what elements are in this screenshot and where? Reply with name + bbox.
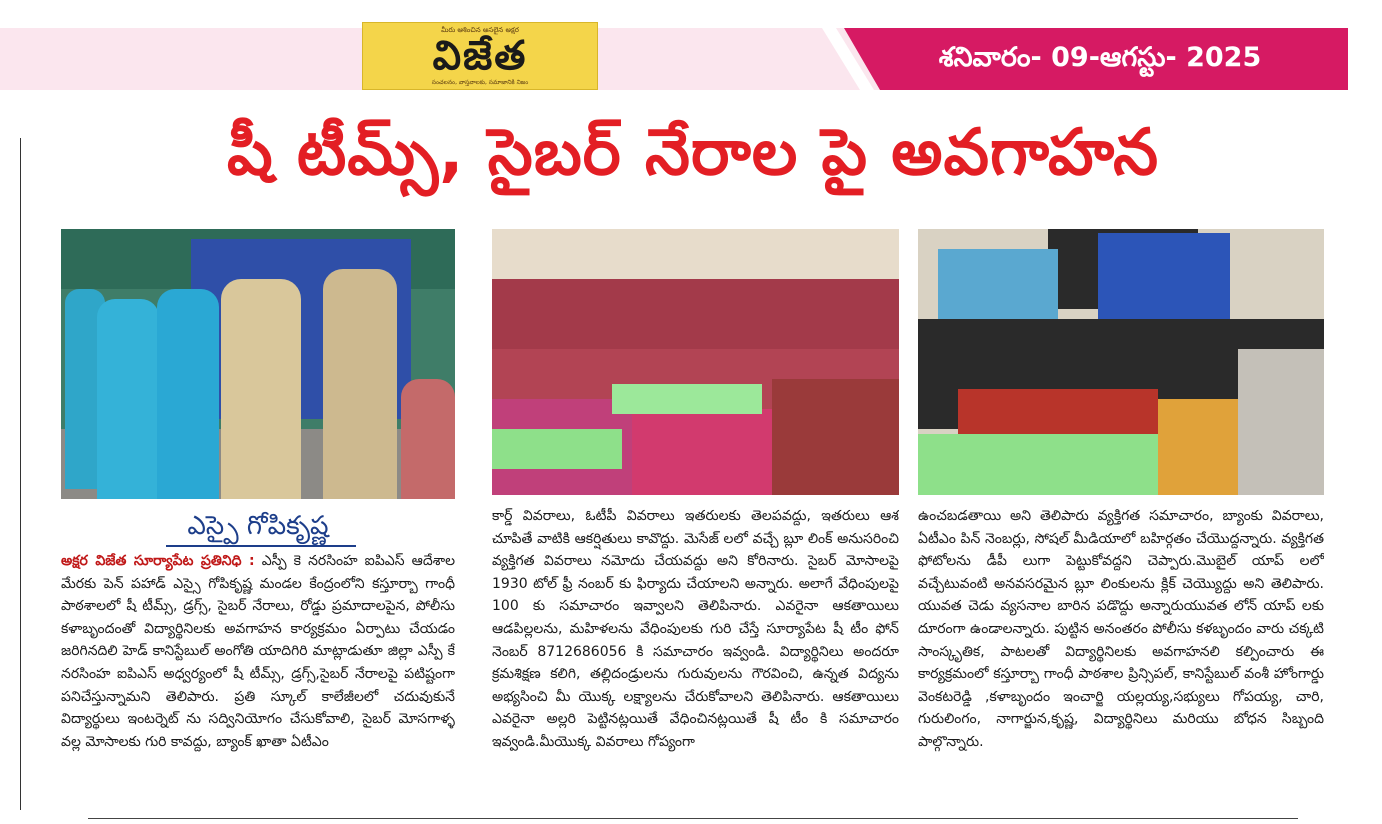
- column-1-text: ఎస్పీ కె నరసింహ ఐపిఎస్ ఆదేశాల మేరకు పెన్ పహాడ్ ఎస్సై గోపికృష్ణ మండల కేంద్రంలోని కస్తూర్బా గాంధీ పాఠశాలలో షీ టీమ్స్, డ్రగ్స్, సైబర్ నేరాలు, రోడ్డు ప్రమాదాలపైన, పోలీసు కళాబృందంతో విద్యార్థినిలకు అవగాహన కార్యక్రమం ఏర్పాటు చేయడం జరిగినదిలి హెడ్ కానిస్టేబుల్ అంగోతి యాదిగిరి మాట్లాడుతూ జిల్లా ఎస్పీ కే నరసింహ ఐపిఎస్ అధ్వర్యంలో షీ టీమ్స్, డ్రగ్స్,సైబర్ నేరాలపై పటిష్టంగా పనిచేస్తున్నామని తెలిపారు. ప్రతి స్కూల్ కాలేజీలలో చదువుకునే విద్యార్థులు ఇంటర్నెట్ ను సద్వినియోగం చేసుకోవాలి, సైబర్ మోసగాళ్ళ వల్ల మోసాలకు గురి కావద్దు, బ్యాంక్ ఖాతా ఏటీఎం: [61, 553, 455, 750]
- newspaper-logo: [362, 22, 598, 90]
- bottom-rule: [88, 818, 1298, 819]
- photo-classroom-students: [492, 229, 899, 495]
- column-3-text: ఉంచబడతాయి అని తెలిపారు వ్యక్తిగత సమాచారం, బ్యాంకు వివరాలు, ఏటీఎం పిన్ నెంబర్లు, సోషల్ మీడియాలో బహిర్గతం చేయొద్దన్నారు. వ్యక్తిగత ఫోటోలను డీపీ లుగా పెట్టుకోవద్దని చెప్పారు.మొబైల్ యాప్ లలో వచ్చేటువంటి అనవసరమైన బ్లూ లింకులను క్లిక్ చెయ్యొద్దు అని తెలిపారు. యువత చెడు వ్యసనాల బారిన పడొద్దు అన్నారుయువత లోన్ యాప్ లకు దూరంగా ఉండాలన్నారు. పుట్టిన అనంతరం పోలీసు కళబృందం వారు చక్కటి సాంస్కృతిక, పాటలతో విద్యార్థినిలకు అవగాహనలి కల్పించారు ఈ కార్యక్రమంలో కస్తూర్బా గాంధీ పాఠశాల ప్రిన్సిపల్, కానిస్టేబుల్ వంశీ హోంగార్డు వెంకటరెడ్డి ,కళాబృందం ఇంచార్జి యల్లయ్య,సభ్యులు గోపయ్య, చారి, గురులింగం, నాగార్జున,కృష్ణ, విద్యార్థినిలు మరియు బోధన సిబ్బంది పాల్గొన్నారు.: [918, 508, 1324, 750]
- column-2-text: కార్డ్ వివరాలు, ఓటీపీ వివరాలు ఇతరులకు తెలపవద్దు, ఇతరులు ఆశ చూపితే వాటికి ఆకర్షితులు కావొద్దు. మెసేజ్ లలో వచ్చే బ్లూ లింక్ అనుసరించి వ్యక్తిగత వివరాలు నమోదు చేయవద్దు అని కోరినారు. సైబర్ మోసాలపై 1930 టోల్ ఫ్రీ నంబర్ కు ఫిర్యాదు చేయాలని అన్నారు. అలాగే వేధింపులపై 100 కు సమాచారం ఇవ్వాలని తెలిపినారు. ఎవరైనా ఆకతాయిలు ఆడపిల్లలను, మహిళలను వేధింపులకు గురి చేస్తే సూర్యాపేట షీ టీం ఫోన్ నెంబర్ 8712686056 కి సమాచారం ఇవ్వండి. విద్యార్థినిలు అందరూ క్రమశిక్షణ కలిగి, తల్లిదండ్రులను గురువులను గౌరవించి, ఉన్నత విద్యను అభ్యసించి మీ యొక్క లక్ష్యాలను చేరుకోవాలని తెలిపినారు. ఆకతాయిలు ఎవరైనా అల్లరి పెట్టినట్లయితే వేధించినట్లయితే షీ టీం కి సమాచారం ఇవ్వండి.మీయొక్క వివరాలు గోప్యంగా: [492, 508, 899, 750]
- left-column-rule: [20, 138, 21, 810]
- photo-classroom-banner: [918, 229, 1324, 495]
- logo-footer: సంచలనం, వాస్తవాలకు, సమాజానికి నిజం: [431, 79, 529, 86]
- article-column-3: [918, 505, 1324, 801]
- issue-date: శనివారం- 09-ఆగస్టు- 2025: [938, 42, 1262, 73]
- article-headline: షీ టీమ్స్, సైబర్ నేరాల పై అవగాహన: [226, 116, 1159, 190]
- dateline: అక్షర విజేత సూర్యాపేట ప్రతినిధి :: [61, 553, 255, 569]
- caption-underline: [166, 545, 356, 547]
- photo-police-officers: [61, 229, 455, 499]
- logo-tagline: మీరు ఆశించిన అసలైన అక్షర: [441, 26, 519, 34]
- logo-wordmark: విజేత: [432, 33, 528, 79]
- article-column-2: [492, 505, 899, 801]
- article-column-1: [61, 550, 455, 800]
- photo-caption: ఎస్పై గోపికృష్ణ: [187, 511, 329, 541]
